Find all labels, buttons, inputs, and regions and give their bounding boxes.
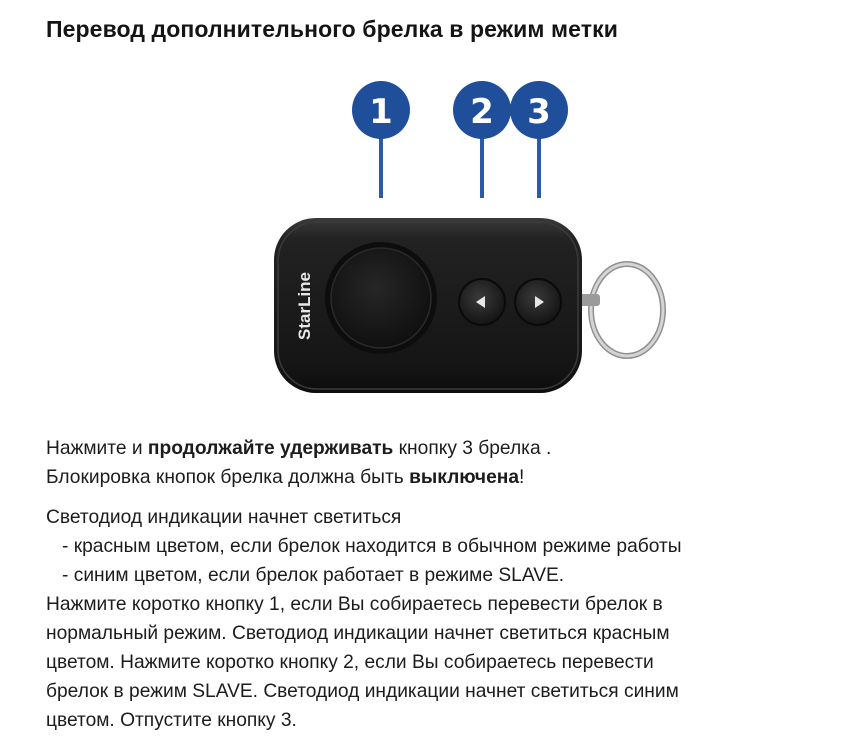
key-ring (574, 264, 663, 356)
details-line: Нажмите коротко кнопку 1, если Вы собираетесь перевести брелок в (46, 594, 663, 615)
svg-text:2: 2 (470, 92, 494, 132)
details-line: - синим цветом, если брелок работает в режиме SLAVE. (62, 565, 565, 586)
svg-text:3: 3 (527, 92, 551, 132)
button-2 (459, 279, 505, 325)
details-line: цветом. Отпустите кнопку 3. (46, 710, 297, 731)
details-line: - красным цветом, если брелок находится в обычном режиме работы (62, 536, 682, 557)
instruction-block (46, 434, 836, 492)
details-block (46, 503, 836, 735)
details-line: Светодиод индикации начнет светиться (46, 507, 402, 528)
details-line: брелок в режим SLAVE. Светодиод индикации начнет светиться синим (46, 681, 679, 702)
callout-1 (352, 81, 410, 198)
details-line: нормальный режим. Светодиод индикации начнет светиться красным (46, 623, 670, 644)
page-title: Перевод дополнительного брелка в режим метки (46, 16, 618, 42)
button-3 (515, 279, 561, 325)
brand-logo: StarLine (295, 271, 314, 340)
svg-text:1: 1 (369, 92, 393, 132)
details-line: цветом. Нажмите коротко кнопку 2, если Вы собираетесь перевести (46, 652, 654, 673)
button-1 (325, 242, 437, 354)
instruction-line-1: Нажмите и продолжайте удерживать кнопку 3 брелка . (46, 438, 552, 459)
callout-3 (510, 81, 568, 198)
key-fob (274, 218, 582, 393)
callout-2 (453, 81, 511, 198)
instruction-line-2: Блокировка кнопок брелка должна быть выключена! (46, 467, 525, 488)
